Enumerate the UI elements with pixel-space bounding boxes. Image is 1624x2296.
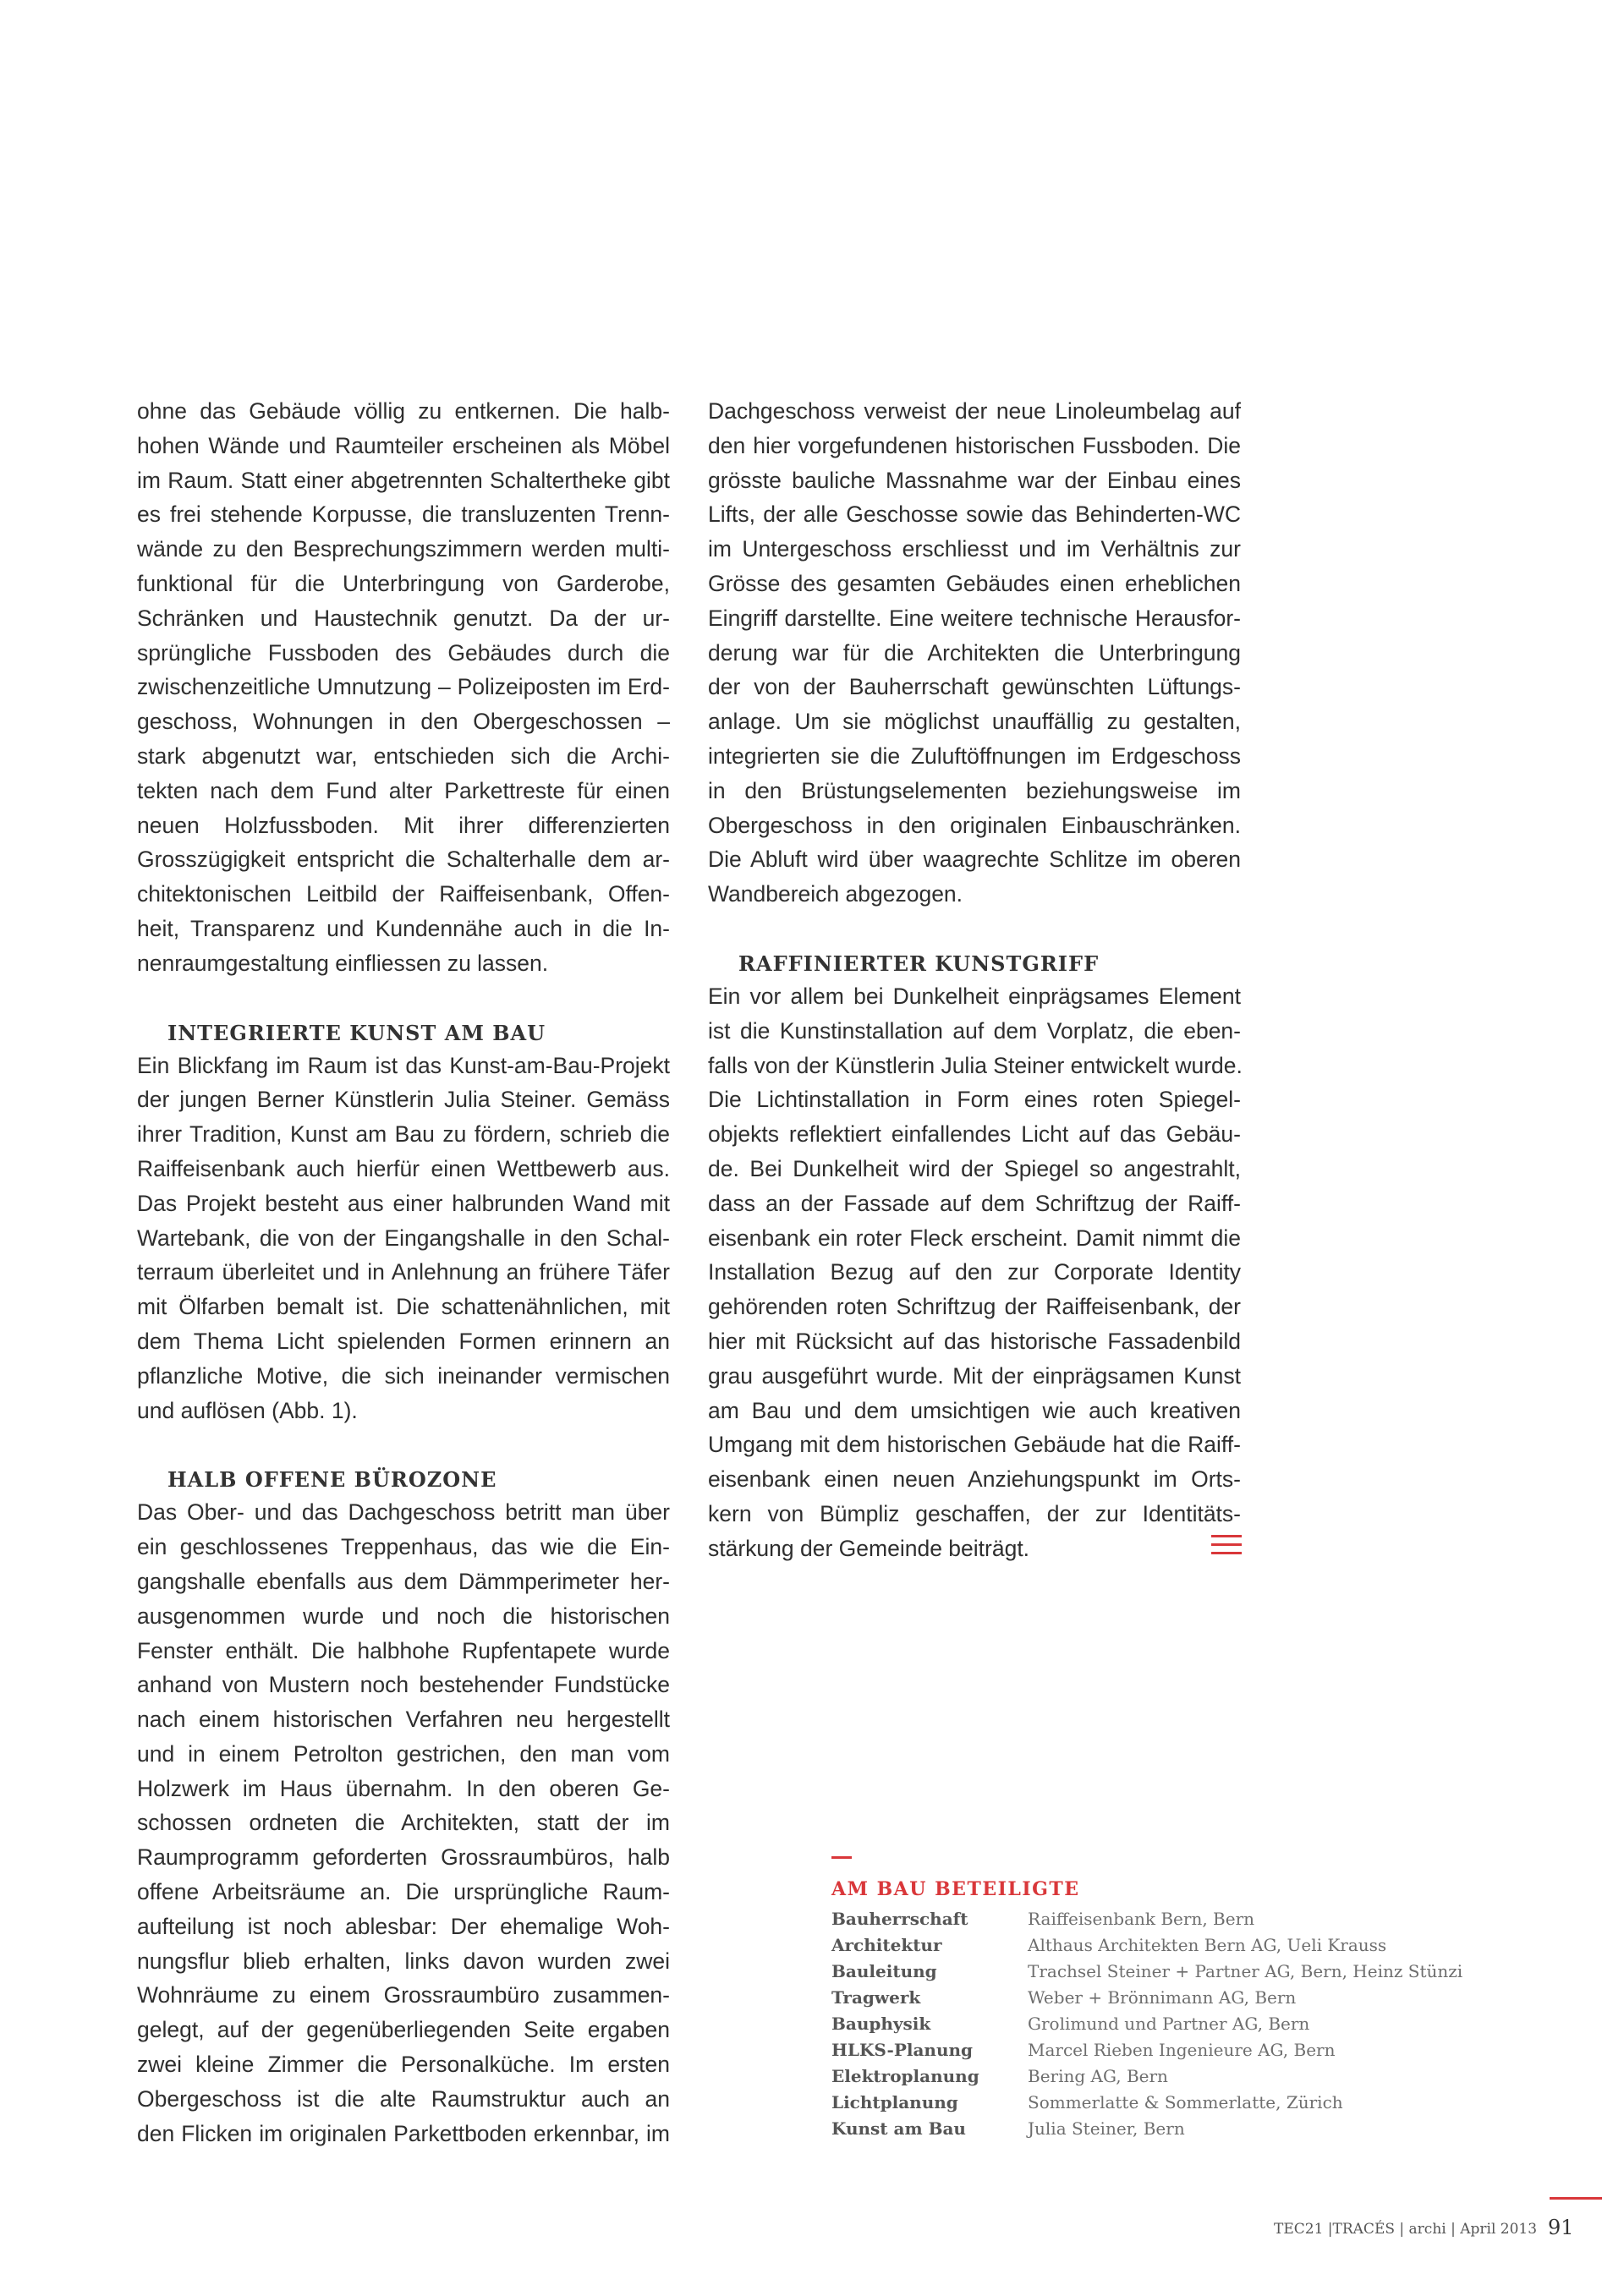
text-line: de. Bei Dunkelheit wird der Spiegel so angestrahlt, <box>708 1155 1241 1181</box>
text-line: grau ausgeführt wurde. Mit der einprägsamen Kunst <box>708 1362 1241 1389</box>
credit-row <box>831 2014 1508 2040</box>
text-line: stark abgenutzt war, entschieden sich die Archi- <box>137 743 670 769</box>
credit-role: HLKS-Planung <box>831 2040 974 2060</box>
text-line: pflanzliche Motive, die sich ineinander vermischen <box>137 1362 670 1389</box>
text-line: Schränken und Haustechnik genutzt. Da der ur- <box>137 605 670 631</box>
text-line: Raumprogramm geforderten Grossraumbüros, halb <box>137 1844 670 1871</box>
paragraph <box>708 979 1241 1566</box>
credit-company: Sommerlatte & Sommerlatte, Zürich <box>1028 2092 1343 2112</box>
text-line: tekten nach dem Fund alter Parkettreste für einen <box>137 777 670 803</box>
text-line: geschoss, Wohnungen in den Obergeschossen – <box>137 709 670 735</box>
text-line: im Raum. Statt einer abgetrennten Schaltertheke gibt <box>137 467 670 493</box>
text-line: ohne das Gebäude völlig zu entkernen. Die halb- <box>137 398 670 424</box>
text-line: mit Ölfarben bemalt ist. Die schattenähnlichen, mit <box>137 1294 670 1320</box>
text-line: aufteilung ist noch ablesbar: Der ehemalige Woh- <box>137 1913 670 1939</box>
credit-role: Bauleitung <box>831 1961 937 1981</box>
text-line: Lifts, der alle Geschosse sowie das Behinderten-WC <box>708 501 1241 528</box>
section-heading: HALB OFFENE BÜROZONE <box>167 1467 497 1493</box>
text-line: schossen ordneten die Architekten, statt der im <box>137 1810 670 1836</box>
text-line: nenraumgestaltung einfliessen zu lassen. <box>137 950 549 976</box>
text-line: und auflösen (Abb. 1). <box>137 1397 358 1423</box>
section-heading: RAFFINIERTER KUNSTGRIFF <box>738 951 1100 976</box>
credits-title: AM BAU BETEILIGTE <box>831 1878 1080 1900</box>
text-line: dass an der Fassade auf dem Schriftzug der Raiff- <box>708 1190 1241 1216</box>
text-line: zwei kleine Zimmer die Personalküche. Im ersten <box>137 2052 670 2078</box>
text-line: falls von der Künstlerin Julia Steiner entwickelt wurde. <box>708 1052 1243 1078</box>
footer-publication: TEC21 |TRACÉS | archi | April 2013 <box>1274 2221 1538 2238</box>
text-line: Obergeschoss in den originalen Einbauschränken. <box>708 812 1241 838</box>
credit-company: Marcel Rieben Ingenieure AG, Bern <box>1028 2040 1336 2060</box>
credit-role: Lichtplanung <box>831 2092 958 2112</box>
credits-accent-dash <box>831 1856 852 1859</box>
text-line: wände zu den Besprechungszimmern werden multi- <box>137 536 670 562</box>
text-line: Ein vor allem bei Dunkelheit einprägsames Element <box>708 983 1241 1009</box>
text-line: Installation Bezug auf den zur Corporate Identity <box>708 1259 1241 1285</box>
text-line: kern von Bümpliz geschaffen, der zur Identitäts- <box>708 1500 1241 1526</box>
credit-row <box>831 2118 1508 2145</box>
credit-row <box>831 2040 1508 2066</box>
credit-company: Grolimund und Partner AG, Bern <box>1028 2014 1310 2034</box>
text-line: Wandbereich abgezogen. <box>708 881 963 907</box>
credit-row <box>831 1909 1508 1935</box>
credit-role: Tragwerk <box>831 1987 921 2008</box>
right-column <box>708 394 1241 1566</box>
text-line: Eingriff darstellte. Eine weitere technische Herausfor- <box>708 605 1241 631</box>
text-line: terraum überleitet und in Anlehnung an frühere Täfer <box>137 1259 670 1285</box>
text-line: Grosszügigkeit entspricht die Schalterhalle dem ar- <box>137 847 670 873</box>
text-line: ein geschlossenes Treppenhaus, das wie die Ein- <box>137 1534 670 1560</box>
text-line: Die Lichtinstallation in Form eines roten Spiegel- <box>708 1087 1241 1113</box>
text-line: ausgenommen wurde und noch die historischen <box>137 1603 670 1629</box>
text-line: derung war für die Architekten die Unterbringung <box>708 639 1241 666</box>
text-line: integrierten sie die Zuluftöffnungen im Erdgeschoss <box>708 743 1241 769</box>
paragraph <box>137 394 670 981</box>
text-line: Wartebank, die von der Eingangshalle in den Schal- <box>137 1225 670 1251</box>
credit-role: Kunst am Bau <box>831 2118 966 2139</box>
credit-row <box>831 2092 1508 2118</box>
text-line: den hier vorgefundenen historischen Fussboden. Die <box>708 432 1241 458</box>
text-line: nach einem historischen Verfahren neu hergestellt <box>137 1707 670 1733</box>
text-line: eisenbank einen neuen Anziehungspunkt im Orts- <box>708 1466 1241 1493</box>
text-line: grösste bauliche Massnahme war der Einbau eines <box>708 467 1241 493</box>
text-line: der von der Bauherrschaft gewünschten Lüftungs- <box>708 674 1241 700</box>
text-line: neuen Holzfussboden. Mit ihrer differenzierten <box>137 812 670 838</box>
text-line: den Flicken im originalen Parkettboden erkennbar, im <box>137 2120 670 2146</box>
text-line: Wohnräume zu einem Grossraumbüro zusammen- <box>137 1982 670 2008</box>
text-line: sprüngliche Fussboden des Gebäudes durch die <box>137 639 670 666</box>
credits-list <box>831 1909 1508 2145</box>
text-line: Das Projekt besteht aus einer halbrunden Wand mit <box>137 1190 670 1216</box>
left-column <box>137 394 670 2151</box>
text-line: offene Arbeitsräume an. Die ursprüngliche Raum- <box>137 1879 670 1905</box>
text-line: Grösse des gesamten Gebäudes einen erheblichen <box>708 570 1241 596</box>
text-line: und in einem Petrolton gestrichen, den man vom <box>137 1740 670 1767</box>
credit-role: Architektur <box>831 1935 942 1955</box>
end-of-article-icon <box>1211 1535 1242 1555</box>
paragraph <box>708 394 1241 912</box>
credit-row <box>831 1935 1508 1961</box>
text-line: hohen Wände und Raumteiler erscheinen als Möbel <box>137 432 670 458</box>
credit-row <box>831 2066 1508 2092</box>
page-number: 91 <box>1548 2216 1574 2239</box>
text-line: eisenbank ein roter Fleck erscheint. Damit nimmt die <box>708 1225 1241 1251</box>
text-line: Umgang mit dem historischen Gebäude hat die Raiff- <box>708 1432 1241 1458</box>
text-line: Das Ober- und das Dachgeschoss betritt man über <box>137 1499 670 1526</box>
text-line: am Bau und dem umsichtigen wie auch kreativen <box>708 1397 1241 1423</box>
text-line: Die Abluft wird über waagrechte Schlitze im oberen <box>708 847 1241 873</box>
text-line: Ein Blickfang im Raum ist das Kunst-am-Bau-Projekt <box>137 1052 670 1078</box>
text-line: Obergeschoss ist die alte Raumstruktur auch an <box>137 2085 670 2112</box>
text-line: gelegt, auf der gegenüberliegenden Seite ergaben <box>137 2017 670 2043</box>
credit-company: Trachsel Steiner + Partner AG, Bern, Heinz Stünzi <box>1028 1961 1463 1981</box>
text-line: chitektonischen Leitbild der Raiffeisenbank, Offen- <box>137 881 670 907</box>
text-line: dem Thema Licht spielenden Formen erinnern an <box>137 1328 670 1354</box>
credit-company: Althaus Architekten Bern AG, Ueli Krauss <box>1028 1935 1387 1955</box>
text-line: anhand von Mustern noch bestehender Fundstücke <box>137 1672 670 1698</box>
text-line: der jungen Berner Künstlerin Julia Steiner. Gemäss <box>137 1087 670 1113</box>
text-line: Dachgeschoss verweist der neue Linoleumbelag auf <box>708 398 1241 424</box>
text-line: hier mit Rücksicht auf das historische Fassadenbild <box>708 1328 1241 1354</box>
text-line: funktional für die Unterbringung von Garderobe, <box>137 570 670 596</box>
text-line: Fenster enthält. Die halbhohe Rupfentapete wurde <box>137 1637 670 1663</box>
text-line: heit, Transparenz und Kundennähe auch in die In- <box>137 915 670 941</box>
text-line: anlage. Um sie möglichst unauffällig zu gestalten, <box>708 709 1241 735</box>
text-line: Holzwerk im Haus übernahm. In den oberen Ge- <box>137 1775 670 1801</box>
credit-role: Bauphysik <box>831 2014 931 2034</box>
text-line: objekts reflektiert einfallendes Licht auf das Gebäu- <box>708 1121 1241 1148</box>
text-line: gehörenden roten Schriftzug der Raiffeisenbank, der <box>708 1294 1241 1320</box>
text-line: im Untergeschoss erschliesst und im Verhältnis zur <box>708 536 1241 562</box>
text-line: ist die Kunstinstallation auf dem Vorplatz, die eben- <box>708 1017 1241 1044</box>
paragraph <box>137 1495 670 2151</box>
text-line: nungsflur blieb erhalten, links davon wurden zwei <box>137 1948 670 1974</box>
credit-row <box>831 1961 1508 1987</box>
text-line: es frei stehende Korpusse, die transluzenten Trenn- <box>137 501 670 528</box>
credit-role: Elektroplanung <box>831 2066 979 2086</box>
credits-box <box>831 1856 1508 2145</box>
credit-company: Weber + Brönnimann AG, Bern <box>1028 1987 1297 2008</box>
text-line: in den Brüstungselementen beziehungsweise im <box>708 777 1241 803</box>
text-line: Raiffeisenbank auch hierfür einen Wettbewerb aus. <box>137 1155 670 1181</box>
credit-role: Bauherrschaft <box>831 1909 968 1929</box>
credit-company: Julia Steiner, Bern <box>1028 2118 1185 2139</box>
text-line: ihrer Tradition, Kunst am Bau zu fördern, schrieb die <box>137 1121 670 1148</box>
credit-company: Raiffeisenbank Bern, Bern <box>1028 1909 1255 1929</box>
footer-accent-rule <box>1550 2197 1602 2200</box>
text-line: zwischenzeitliche Umnutzung – Polizeiposten im Erd- <box>137 674 670 700</box>
text-line: gangshalle ebenfalls aus dem Dämmperimeter her- <box>137 1568 670 1594</box>
section-heading: INTEGRIERTE KUNST AM BAU <box>167 1020 546 1045</box>
credit-row <box>831 1987 1508 2014</box>
credit-company: Bering AG, Bern <box>1028 2066 1168 2086</box>
text-line: stärkung der Gemeinde beiträgt. <box>708 1535 1030 1561</box>
paragraph <box>137 1049 670 1428</box>
